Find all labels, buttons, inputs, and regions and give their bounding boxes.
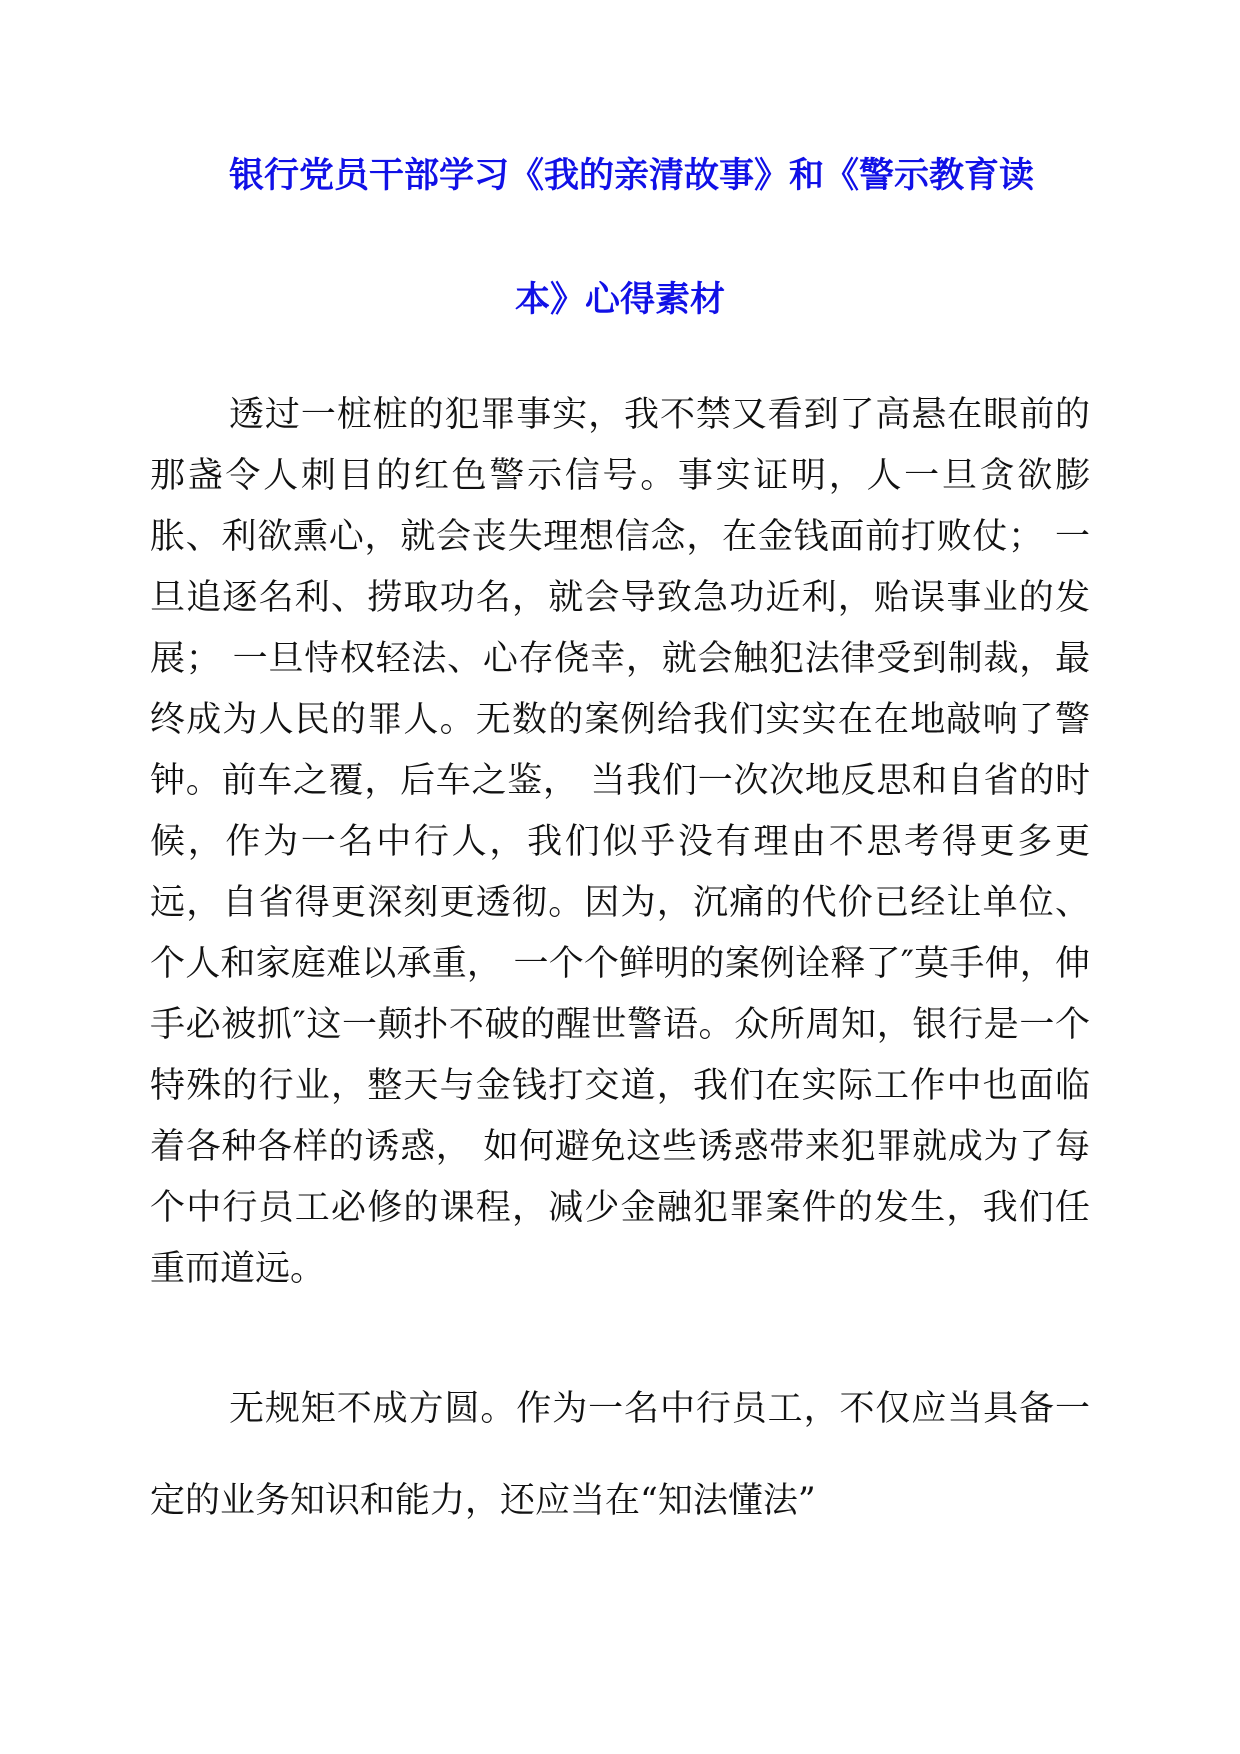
body-paragraph-2: 无规矩不成方圆。作为一名中行员工，不仅应当具备一定的业务知识和能力，还应当在“知法懂法” bbox=[150, 1389, 1090, 1521]
document-title-line-1: 银行党员干部学习《我的亲清故事》和《警示教育读 bbox=[229, 156, 1035, 196]
document-title-line-2: 本》心得素材 bbox=[514, 280, 725, 320]
body-paragraph-1: 透过一桩桩的犯罪事实，我不禁又看到了高悬在眼前的那盏令人刺目的红色警示信号。事实证明，人一旦贪欲膨胀、利欲熏心，就会丧失理想信念，在金钱面前打败仗； 一旦追逐名利、捞取功名，就会导致急功近利，贻误事业的发展； 一旦恃权轻法、心存侥幸，就会触犯法律受到制裁，最终成为人民的罪人。无数的案例给我们实实在在地敲响了警钟。前车之覆，后车之鉴， 当我们一次次地反思和自省的时候，作为一名中行人，我们似乎没有理由不思考得更多更远，自省得更深刻更透彻。因为，沉痛的代价已经让单位、个人和家庭难以承重， 一个个鲜明的案例诠释了″莫手伸，伸手必被抓″这一颠扑不破的醒世警语。众所周知，银行是一个特殊的行业，整天与金钱打交道，我们在实际工作中也面临着各种各样的诱惑， 如何避免这些诱惑带来犯罪就成为了每个中行员工必修的课程，减少金融犯罪案件的发生，我们任重而道远。 bbox=[150, 395, 1090, 1289]
